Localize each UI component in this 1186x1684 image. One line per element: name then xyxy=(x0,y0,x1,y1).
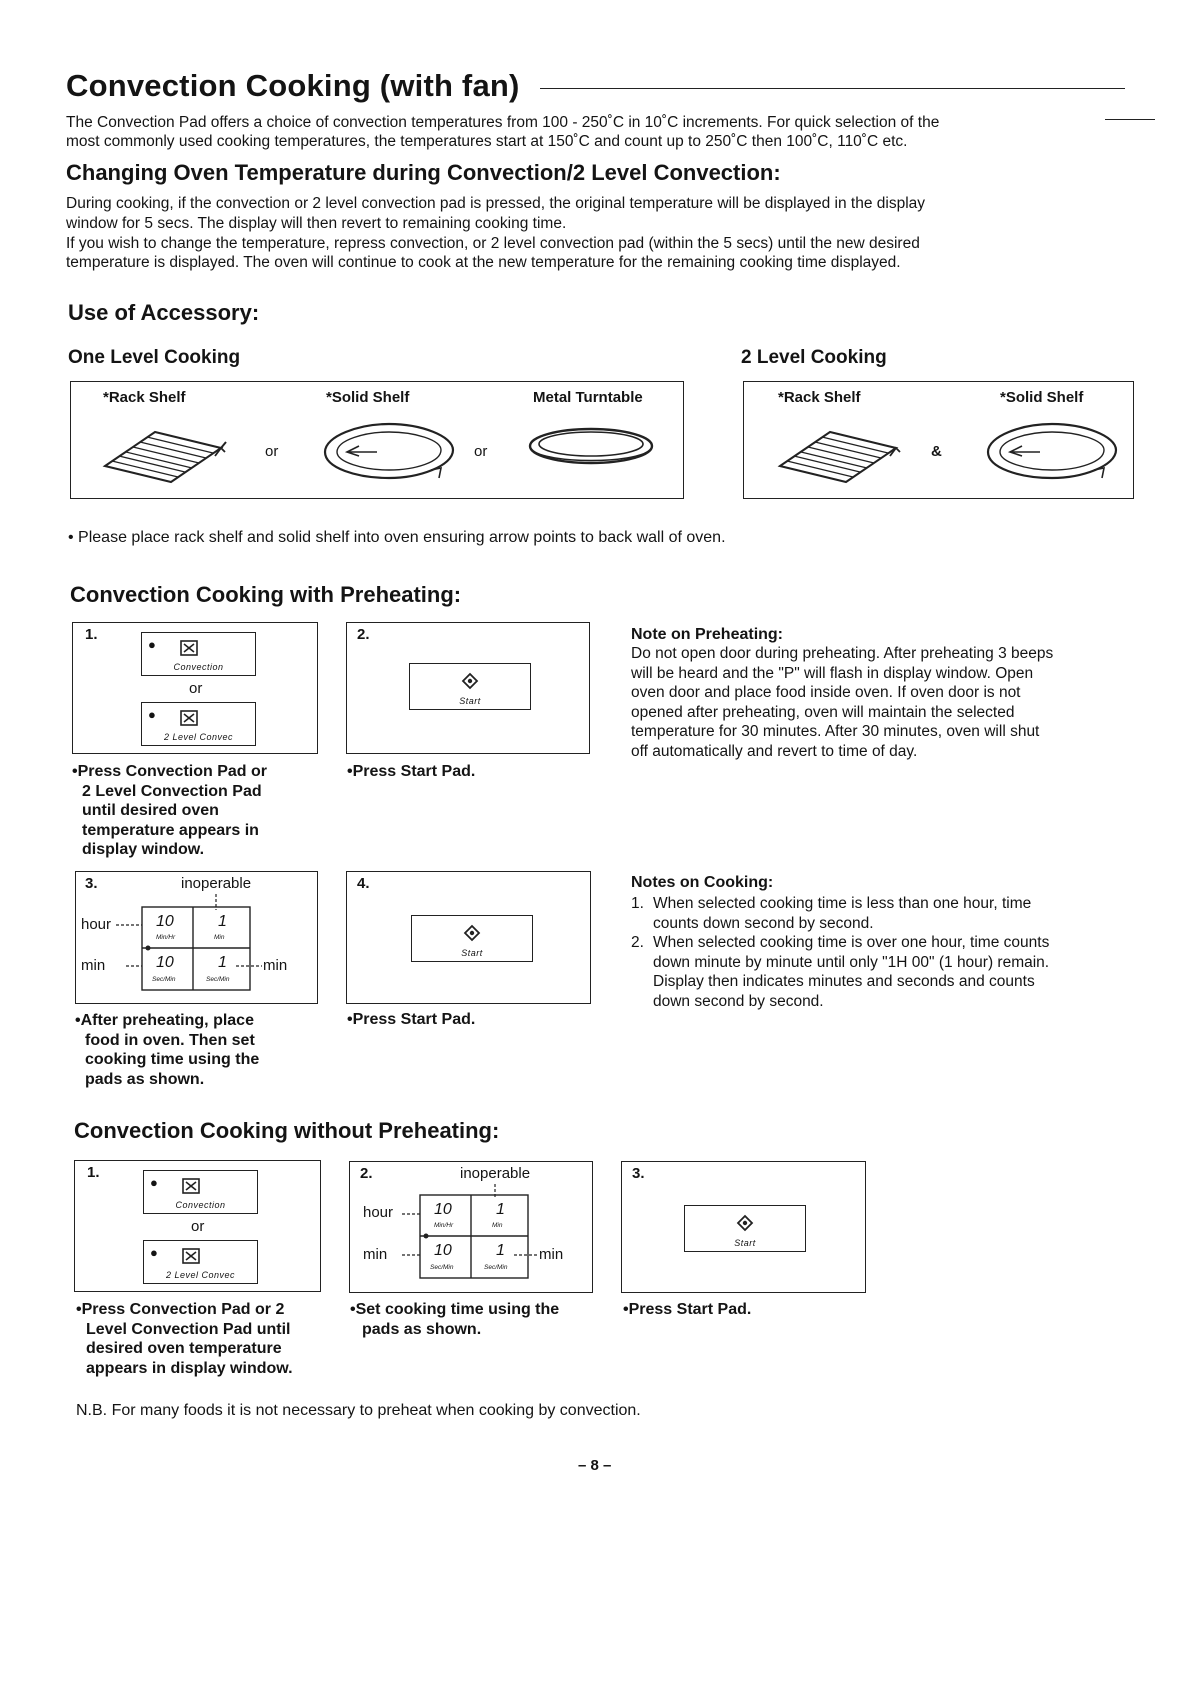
changing-line: temperature is displayed. The oven will continue to cook at the new temperature for the remaining cooking time displayed. xyxy=(66,254,901,271)
key-sublabel: Min/Hr xyxy=(156,934,176,941)
or-text: or xyxy=(189,680,203,697)
step-number: 4. xyxy=(357,875,370,892)
changing-line: If you wish to change the temperature, repress convection, or 2 level convection pad (within the 5 secs) until the new desired xyxy=(66,235,920,252)
step-number: 3. xyxy=(85,875,98,892)
min-label: min xyxy=(363,1246,388,1263)
time-pad-grid xyxy=(350,1162,594,1294)
rack-shelf-icon xyxy=(772,414,902,486)
caption-line: temperature appears in xyxy=(82,821,259,839)
note-item-line: When selected cooking time is less than one hour, time xyxy=(653,895,1032,912)
hour-label: hour xyxy=(363,1204,394,1221)
note-item-line: down second by second. xyxy=(653,993,824,1010)
no-preheat-heading: Convection Cooking without Preheating: xyxy=(74,1118,500,1143)
note-item-line: counts down second by second. xyxy=(653,915,874,932)
or-text: or xyxy=(191,1218,205,1235)
no-preheat-step-3-box xyxy=(621,1161,866,1293)
two-level-convection-pad[interactable] xyxy=(143,1240,258,1284)
note-item-line: down minute by minute until only "1H 00" (1 hour) remain. xyxy=(653,954,1050,971)
step-caption: •Press Start Pad. xyxy=(347,763,476,780)
step-caption: •Press Start Pad. xyxy=(623,1301,752,1318)
ten-min-key[interactable]: 10 xyxy=(156,954,174,971)
caption-line: appears in display window. xyxy=(86,1359,293,1377)
time-pad-grid xyxy=(76,872,319,1005)
caption-line: •Press Convection Pad or 2 xyxy=(76,1301,285,1318)
inoperable-label: inoperable xyxy=(181,875,252,892)
caption-line: until desired oven xyxy=(82,802,219,819)
caption-line: food in oven. Then set xyxy=(85,1031,255,1049)
ten-min-key[interactable]: 10 xyxy=(434,1242,452,1259)
start-pad-label: Start xyxy=(734,1238,756,1248)
step-number: 2. xyxy=(360,1165,373,1182)
step-number: 2. xyxy=(357,626,370,643)
key-sublabel: Sec/Min xyxy=(430,1264,454,1271)
one-hour-key[interactable]: 1 xyxy=(496,1201,505,1218)
indicator-dot: ● xyxy=(148,637,156,652)
start-icon xyxy=(464,925,480,941)
intro-line-1: The Convection Pad offers a choice of convection temperatures from 100 - 250˚C in 10˚C increments. For quick selection of the xyxy=(66,114,940,131)
step-caption xyxy=(350,1300,559,1339)
ten-hour-key[interactable]: 10 xyxy=(156,913,174,930)
step-caption xyxy=(76,1300,293,1378)
note-line: temperature for 30 minutes. After 30 minutes, oven will shut xyxy=(631,723,1040,741)
start-pad-label: Start xyxy=(459,696,481,706)
accessory-footnote: • Please place rack shelf and solid shelf into oven ensuring arrow points to back wall of oven. xyxy=(68,529,726,546)
one-min-key[interactable]: 1 xyxy=(218,954,227,971)
one-level-accessory-box xyxy=(70,381,684,499)
rack-shelf-label: *Rack Shelf xyxy=(778,389,861,406)
one-level-heading: One Level Cooking xyxy=(68,347,241,368)
notes-on-cooking xyxy=(631,874,1131,1014)
indicator-dot: ● xyxy=(150,1245,158,1260)
ten-hour-key[interactable]: 10 xyxy=(434,1201,452,1218)
two-level-pad-label: 2 Level Convec xyxy=(163,732,234,742)
rack-shelf-label: *Rack Shelf xyxy=(103,389,186,406)
caption-line: display window. xyxy=(82,841,205,858)
nb-note: N.B. For many foods it is not necessary to preheat when cooking by convection. xyxy=(76,1402,641,1419)
step-number: 1. xyxy=(87,1164,100,1181)
min-label: min xyxy=(81,957,106,974)
convection-pad-label: Convection xyxy=(175,1200,226,1210)
caption-line: cooking time using the xyxy=(85,1051,260,1068)
key-sublabel: Sec/Min xyxy=(152,976,176,983)
solid-shelf-icon xyxy=(982,416,1122,486)
two-level-heading: 2 Level Cooking xyxy=(741,347,887,368)
note-item-number: 1. xyxy=(631,895,644,912)
hour-label: hour xyxy=(81,916,112,933)
changing-line: During cooking, if the convection or 2 level convection pad is pressed, the original temperature will be displayed in the display xyxy=(66,195,926,212)
no-preheat-step-1-box xyxy=(74,1160,321,1292)
note-line: oven door and place food inside oven. If oven door is not xyxy=(631,684,1021,702)
convection-pad[interactable] xyxy=(141,632,256,676)
metal-turntable-label: Metal Turntable xyxy=(533,389,643,406)
preheat-step-2-box xyxy=(346,622,590,754)
start-pad-label: Start xyxy=(461,948,483,958)
start-icon xyxy=(462,673,478,689)
caption-line: •After preheating, place xyxy=(75,1012,254,1029)
key-sublabel: Sec/Min xyxy=(206,976,230,983)
key-sublabel: Min xyxy=(214,934,225,941)
start-pad[interactable] xyxy=(409,663,531,710)
two-level-fan-icon xyxy=(181,1248,201,1264)
or-text: or xyxy=(265,443,279,460)
caption-line: 2 Level Convection Pad xyxy=(82,782,262,800)
page-title: Convection Cooking (with fan) xyxy=(66,68,520,103)
two-level-convection-pad[interactable] xyxy=(141,702,256,746)
indicator-dot: ● xyxy=(150,1175,158,1190)
start-pad[interactable] xyxy=(411,915,533,962)
caption-line: pads as shown. xyxy=(85,1070,205,1088)
one-hour-key[interactable]: 1 xyxy=(218,913,227,930)
inoperable-label: inoperable xyxy=(460,1165,531,1182)
note-line: Do not open door during preheating. After preheating 3 beeps xyxy=(631,645,1054,662)
convection-fan-icon xyxy=(179,640,199,656)
start-pad[interactable] xyxy=(684,1205,806,1252)
note-item-number: 2. xyxy=(631,934,644,951)
note-heading: Note on Preheating: xyxy=(631,626,784,643)
intro-line-2: most commonly used cooking temperatures, the temperatures start at 150˚C and count up to 250˚C then 100˚C, 110˚C etc. xyxy=(66,133,908,150)
key-sublabel: Min xyxy=(492,1222,503,1229)
caption-line: •Press Convection Pad or xyxy=(72,763,267,780)
caption-line: Level Convection Pad until xyxy=(86,1320,291,1338)
two-level-accessory-box xyxy=(743,381,1134,499)
step-caption: •Press Start Pad. xyxy=(347,1011,476,1028)
note-line: off automatically and revert to time of day. xyxy=(631,742,918,760)
one-min-key[interactable]: 1 xyxy=(496,1242,505,1259)
note-item-line: Display then indicates minutes and seconds and counts xyxy=(653,973,1035,990)
note-on-preheating xyxy=(631,626,1131,762)
note-line: opened after preheating, oven will maintain the selected xyxy=(631,703,1015,721)
key-sublabel: Min/Hr xyxy=(434,1222,454,1229)
indicator-dot: ● xyxy=(148,707,156,722)
start-icon xyxy=(737,1215,753,1231)
step-caption xyxy=(75,1011,259,1089)
page-number: – 8 – xyxy=(578,1457,612,1474)
caption-line: •Set cooking time using the xyxy=(350,1301,560,1318)
or-text: or xyxy=(474,443,488,460)
title-rule xyxy=(540,88,1125,89)
metal-turntable-icon xyxy=(526,422,656,474)
convection-pad-label: Convection xyxy=(173,662,224,672)
notes-heading: Notes on Cooking: xyxy=(631,874,774,891)
solid-shelf-label: *Solid Shelf xyxy=(1000,389,1084,406)
no-preheat-step-2-box xyxy=(349,1161,593,1293)
note-line: will be heard and the "P" will flash in display window. Open xyxy=(631,664,1034,682)
min-label: min xyxy=(263,957,288,974)
intro-rule xyxy=(1105,119,1155,120)
caption-line: pads as shown. xyxy=(362,1320,482,1338)
solid-shelf-label: *Solid Shelf xyxy=(326,389,410,406)
preheat-step-1-box xyxy=(72,622,318,754)
preheat-step-3-box xyxy=(75,871,318,1004)
preheat-step-4-box xyxy=(346,871,591,1004)
and-text: & xyxy=(931,443,942,460)
note-item-line: When selected cooking time is over one hour, time counts xyxy=(653,934,1050,951)
changing-line: window for 5 secs. The display will then revert to remaining cooking time. xyxy=(66,215,567,232)
caption-line: desired oven temperature xyxy=(86,1340,282,1357)
two-level-fan-icon xyxy=(179,710,199,726)
min-label: min xyxy=(539,1246,564,1263)
rack-shelf-icon xyxy=(97,414,227,486)
two-level-pad-label: 2 Level Convec xyxy=(165,1270,236,1280)
step-number: 1. xyxy=(85,626,98,643)
accessory-heading: Use of Accessory: xyxy=(68,300,260,325)
solid-shelf-icon xyxy=(319,416,459,486)
convection-pad[interactable] xyxy=(143,1170,258,1214)
convection-fan-icon xyxy=(181,1178,201,1194)
step-number: 3. xyxy=(632,1165,645,1182)
preheat-heading: Convection Cooking with Preheating: xyxy=(70,582,462,607)
step-caption xyxy=(72,762,267,860)
key-sublabel: Sec/Min xyxy=(484,1264,508,1271)
changing-heading: Changing Oven Temperature during Convection/2 Level Convection: xyxy=(66,160,781,185)
